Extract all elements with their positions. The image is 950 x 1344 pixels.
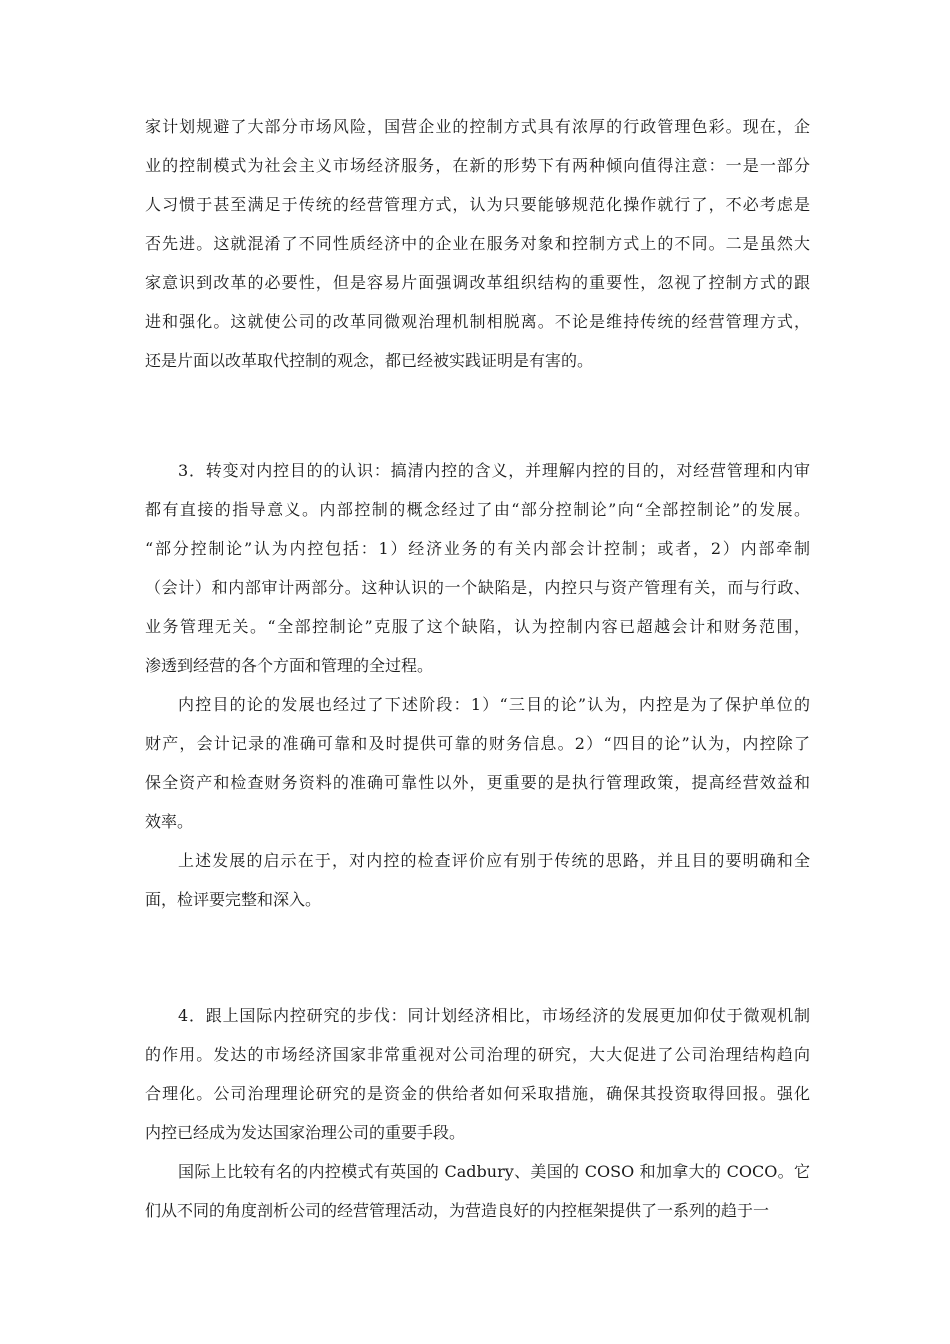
text-line: 上述发展的启示在于，对内控的检查评价应有别于传统的思路，并且目的要明确和全 bbox=[178, 851, 810, 870]
text-line: 们从不同的角度剖析公司的经营管理活动，为营造良好的内控框架提供了一系列的趋于一 bbox=[145, 1201, 770, 1220]
text-line: 国际上比较有名的内控模式有英国的 Cadbury、美国的 COSO 和加拿大的 COCO。它 bbox=[178, 1162, 810, 1181]
text-line: 业务管理无关。“全部控制论”克服了这个缺陷，认为控制内容已超越会计和财务范围， bbox=[145, 617, 810, 636]
text-line: 都有直接的指导意义。内部控制的概念经过了由“部分控制论”向“全部控制论”的发展。 bbox=[145, 500, 810, 519]
text-line: 面，检评要完整和深入。 bbox=[145, 890, 322, 909]
text-line: 否先进。这就混淆了不同性质经济中的企业在服务对象和控制方式上的不同。二是虽然大 bbox=[145, 234, 810, 253]
text-line: 3．转变对内控目的的认识：搞清内控的含义，并理解内控的目的，对经营管理和内审 bbox=[178, 461, 810, 480]
text-line: 进和强化。这就使公司的改革同微观治理机制相脱离。不论是维持传统的经营管理方式， bbox=[145, 312, 810, 331]
text-line: 的作用。发达的市场经济国家非常重视对公司治理的研究，大大促进了公司治理结构趋向 bbox=[145, 1045, 810, 1064]
text-line: 渗透到经营的各个方面和管理的全过程。 bbox=[145, 656, 434, 675]
text-line: 内控目的论的发展也经过了下述阶段：1）“三目的论”认为，内控是为了保护单位的 bbox=[178, 695, 810, 714]
text-line: 家计划规避了大部分市场风险，国营企业的控制方式具有浓厚的行政管理色彩。现在，企 bbox=[145, 117, 810, 136]
text-line: “部分控制论”认为内控包括：1）经济业务的有关内部会计控制；或者，2）内部牵制 bbox=[145, 539, 810, 558]
text-line: 财产，会计记录的准确可靠和及时提供可靠的财务信息。2）“四目的论”认为，内控除了 bbox=[145, 734, 810, 753]
text-line: 业的控制模式为社会主义市场经济服务，在新的形势下有两种倾向值得注意：一是一部分 bbox=[145, 156, 810, 175]
text-line: 效率。 bbox=[145, 812, 194, 831]
text-line: 人习惯于甚至满足于传统的经营管理方式，认为只要能够规范化操作就行了，不必考虑是 bbox=[145, 195, 810, 214]
text-line: 内控已经成为发达国家治理公司的重要手段。 bbox=[145, 1123, 466, 1142]
text-line: 保全资产和检查财务资料的准确可靠性以外，更重要的是执行管理政策，提高经营效益和 bbox=[145, 773, 810, 792]
text-line: 家意识到改革的必要性，但是容易片面强调改革组织结构的重要性，忽视了控制方式的跟 bbox=[145, 273, 810, 292]
text-line: （会计）和内部审计两部分。这种认识的一个缺陷是，内控只与资产管理有关，而与行政、 bbox=[145, 578, 810, 597]
text-line: 4．跟上国际内控研究的步伐：同计划经济相比，市场经济的发展更加仰仗于微观机制 bbox=[178, 1006, 810, 1025]
text-line: 合理化。公司治理理论研究的是资金的供给者如何采取措施，确保其投资取得回报。强化 bbox=[145, 1084, 810, 1103]
text-line: 还是片面以改革取代控制的观念，都已经被实践证明是有害的。 bbox=[145, 351, 594, 370]
